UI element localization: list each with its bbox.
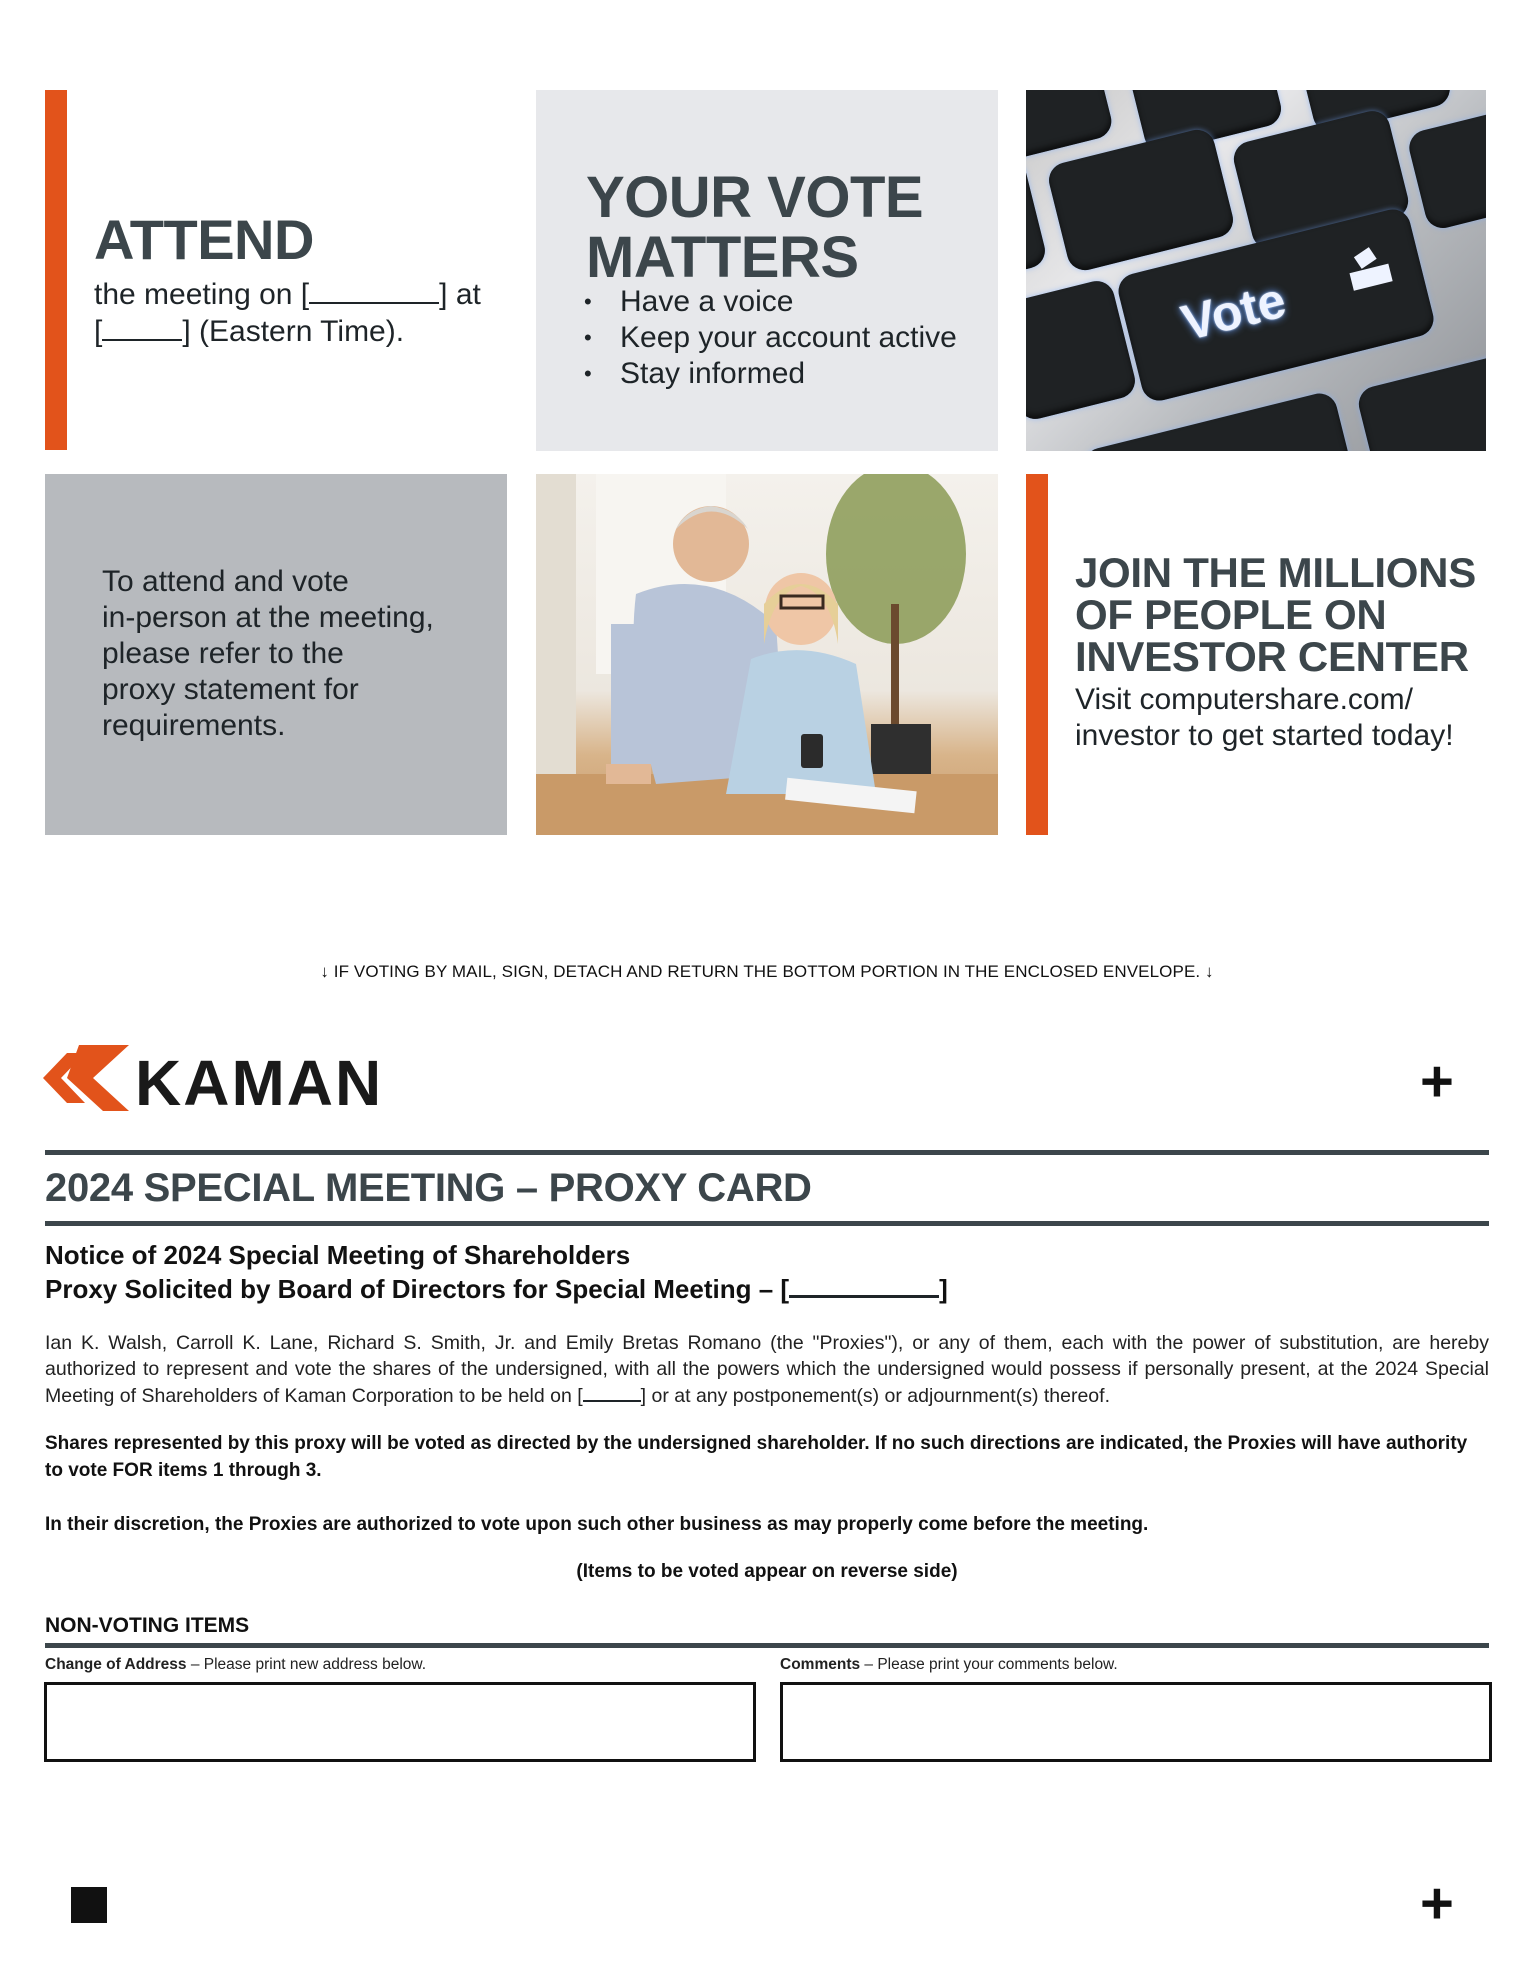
in-person-text: To attend and vote in-person at the meeting, please refer to the proxy statement for requirements. <box>102 565 434 742</box>
attend-text: the meeting on [ ] at [ ] (Eastern Time). <box>94 278 481 348</box>
scan-marker <box>71 1887 107 1923</box>
proxies-paragraph: Ian K. Walsh, Carroll K. Lane, Richard S. Smith, Jr. and Emily Bretas Romano (the "Proxies"), or any of them, each with the power of substitution, are hereby authorized to represent and vote the shares of the undersigned, with all the powers which the undersigned would possess if personally present, at the 2024 Special Meeting of Shareholders of Kaman Corporation to be held on [ ] or at any postponement(s) or adjournment(s) thereof. <box>45 1332 1489 1407</box>
bullet-icon: • <box>584 289 592 314</box>
keyboard-key <box>1355 352 1486 451</box>
keyboard-key <box>1045 126 1237 274</box>
investor-center-heading: JOIN THE MILLIONS OF PEOPLE ON INVESTOR CENTER <box>1075 549 1476 680</box>
vote-matters-heading: YOUR VOTE MATTERS <box>586 165 924 290</box>
reverse-side-note: (Items to be voted appear on reverse side) <box>576 1561 958 1582</box>
mail-instruction: ↓ IF VOTING BY MAIL, SIGN, DETACH AND RETURN THE BOTTOM PORTION IN THE ENCLOSED ENVELOPE. ↓ <box>320 962 1214 981</box>
date-blank <box>583 1382 641 1402</box>
list-item: • Keep your account active <box>584 321 957 354</box>
vote-keyboard-image <box>1026 90 1486 451</box>
keyboard-key <box>1026 157 1049 273</box>
investor-accent-bar <box>1026 474 1048 835</box>
change-of-address-field[interactable] <box>44 1682 756 1762</box>
ballot-box-icon <box>1340 241 1397 295</box>
in-person-tile <box>45 474 507 835</box>
title-rule-bottom <box>45 1221 1489 1226</box>
bullet-icon: • <box>584 325 592 350</box>
change-of-address-label: Change of Address – Please print new address below. <box>45 1656 427 1673</box>
attend-tile <box>94 208 494 350</box>
title-rule-top <box>45 1150 1489 1155</box>
investor-center-tile <box>1075 549 1495 754</box>
keyboard-key <box>1406 108 1486 232</box>
couple-illustration <box>536 474 998 835</box>
comments-label: Comments – Please print your comments below. <box>780 1656 1118 1673</box>
date-blank <box>309 276 439 304</box>
attend-accent-bar <box>45 90 67 450</box>
kaman-wordmark: KAMAN <box>135 1047 384 1119</box>
non-voting-rule <box>45 1643 1489 1648</box>
keyboard-key <box>1080 390 1352 451</box>
non-voting-title: NON-VOTING ITEMS <box>45 1614 250 1637</box>
time-blank <box>102 313 182 341</box>
notice-heading: Notice of 2024 Special Meeting of Shareholders Proxy Solicited by Board of Directors for Special Meeting – [ ] <box>45 1240 948 1304</box>
couple-photo <box>536 474 998 835</box>
meeting-date-blank <box>789 1273 939 1298</box>
comments-field[interactable] <box>780 1682 1492 1762</box>
registration-mark-icon: + <box>1420 1049 1454 1114</box>
shares-paragraph: Shares represented by this proxy will be voted as directed by the undersigned shareholder. If no such directions are indicated, the Proxies will have authority to vote FOR items 1 through 3. <box>45 1433 1468 1481</box>
vote-matters-tile <box>536 90 998 451</box>
kaman-logo <box>43 1045 463 1119</box>
list-item: • Have a voice <box>584 285 794 318</box>
discretion-paragraph: In their discretion, the Proxies are authorized to vote upon such other business as may properly come before the meeting. <box>45 1514 1149 1535</box>
list-item: • Stay informed <box>584 357 806 390</box>
kaman-chevron-icon <box>43 1045 131 1111</box>
investor-center-text: Visit computershare.com/ investor to get started today! <box>1075 683 1454 752</box>
registration-mark-icon: + <box>1420 1871 1454 1936</box>
proxy-card-title: 2024 SPECIAL MEETING – PROXY CARD <box>45 1166 812 1210</box>
attend-heading: ATTEND <box>94 208 314 271</box>
vote-key-label: Vote <box>1176 271 1292 352</box>
vote-benefits-list <box>584 284 957 392</box>
bullet-icon: • <box>584 361 592 386</box>
